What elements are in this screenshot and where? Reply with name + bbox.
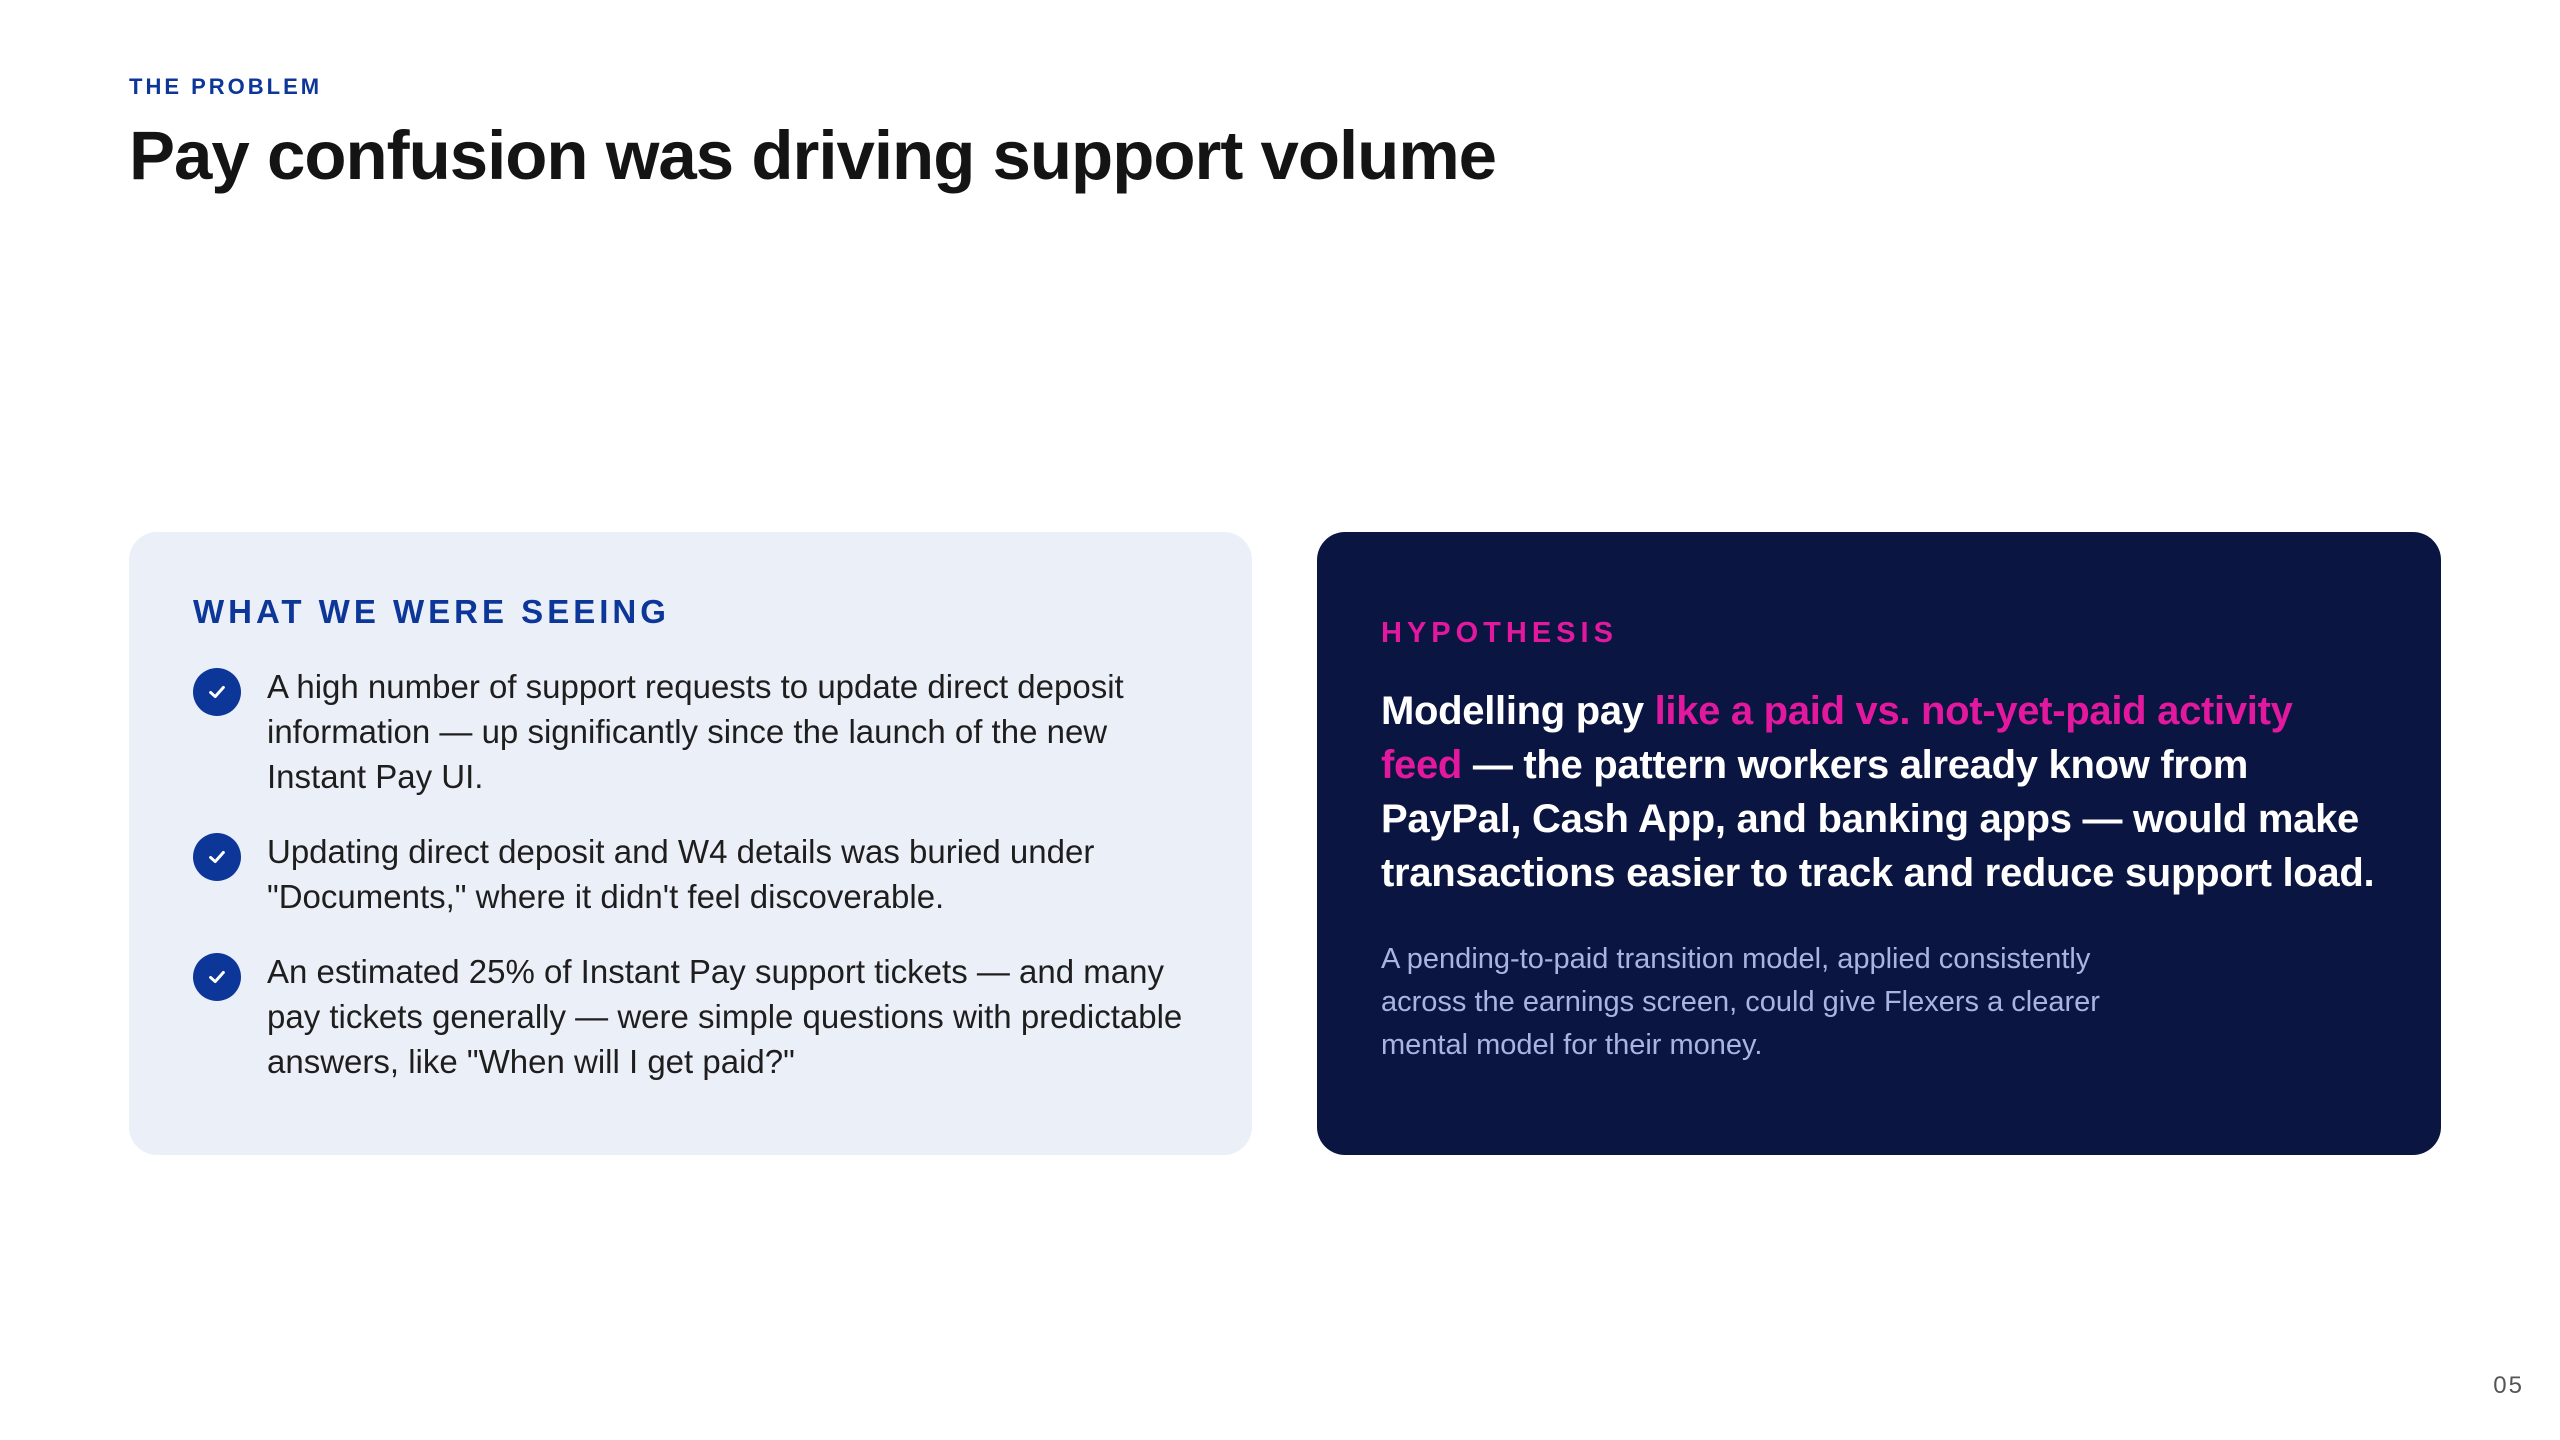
- list-item: [193, 949, 1188, 1084]
- hypothesis-statement-part2: — the pattern workers already know from PayPal, Cash App, and banking apps — would make transactions easier to track and reduce support load.: [1381, 742, 2375, 895]
- hypothesis-body: A pending-to-paid transition model, applied consistently across the earnings screen, could give Flexers a clearer mental model for their money.: [1381, 942, 2100, 1061]
- page-title: Pay confusion was driving support volume: [129, 117, 1497, 194]
- check-circle-icon: [193, 668, 241, 716]
- check-circle-icon: [193, 833, 241, 881]
- section-eyebrow: THE PROBLEM: [129, 74, 323, 99]
- hypothesis-highlight: like a paid vs. not-yet-paid activity feed: [1381, 688, 2293, 787]
- list-item: [193, 829, 1188, 919]
- seeing-list: [193, 664, 1188, 1084]
- list-item: [193, 664, 1188, 799]
- list-item-text: An estimated 25% of Instant Pay support tickets — and many pay tickets generally — were simple questions with predictable answers, like "When will I get paid?": [267, 953, 1183, 1081]
- what-we-were-seeing-card: [129, 532, 1252, 1155]
- list-item-text: A high number of support requests to update direct deposit information — up significantly since the launch of the new Instant Pay UI.: [267, 668, 1124, 796]
- list-item-text: Updating direct deposit and W4 details was buried under "Documents," where it didn't feel discoverable.: [267, 833, 1095, 916]
- hypothesis-card-heading: HYPOTHESIS: [1381, 617, 1618, 649]
- hypothesis-statement: [1381, 684, 2377, 900]
- hypothesis-statement-part1: Modelling pay: [1381, 688, 1655, 733]
- check-circle-icon: [193, 953, 241, 1001]
- hypothesis-card: [1317, 532, 2441, 1155]
- seeing-card-heading: WHAT WE WERE SEEING: [193, 593, 670, 630]
- page-number: 05: [2493, 1372, 2524, 1399]
